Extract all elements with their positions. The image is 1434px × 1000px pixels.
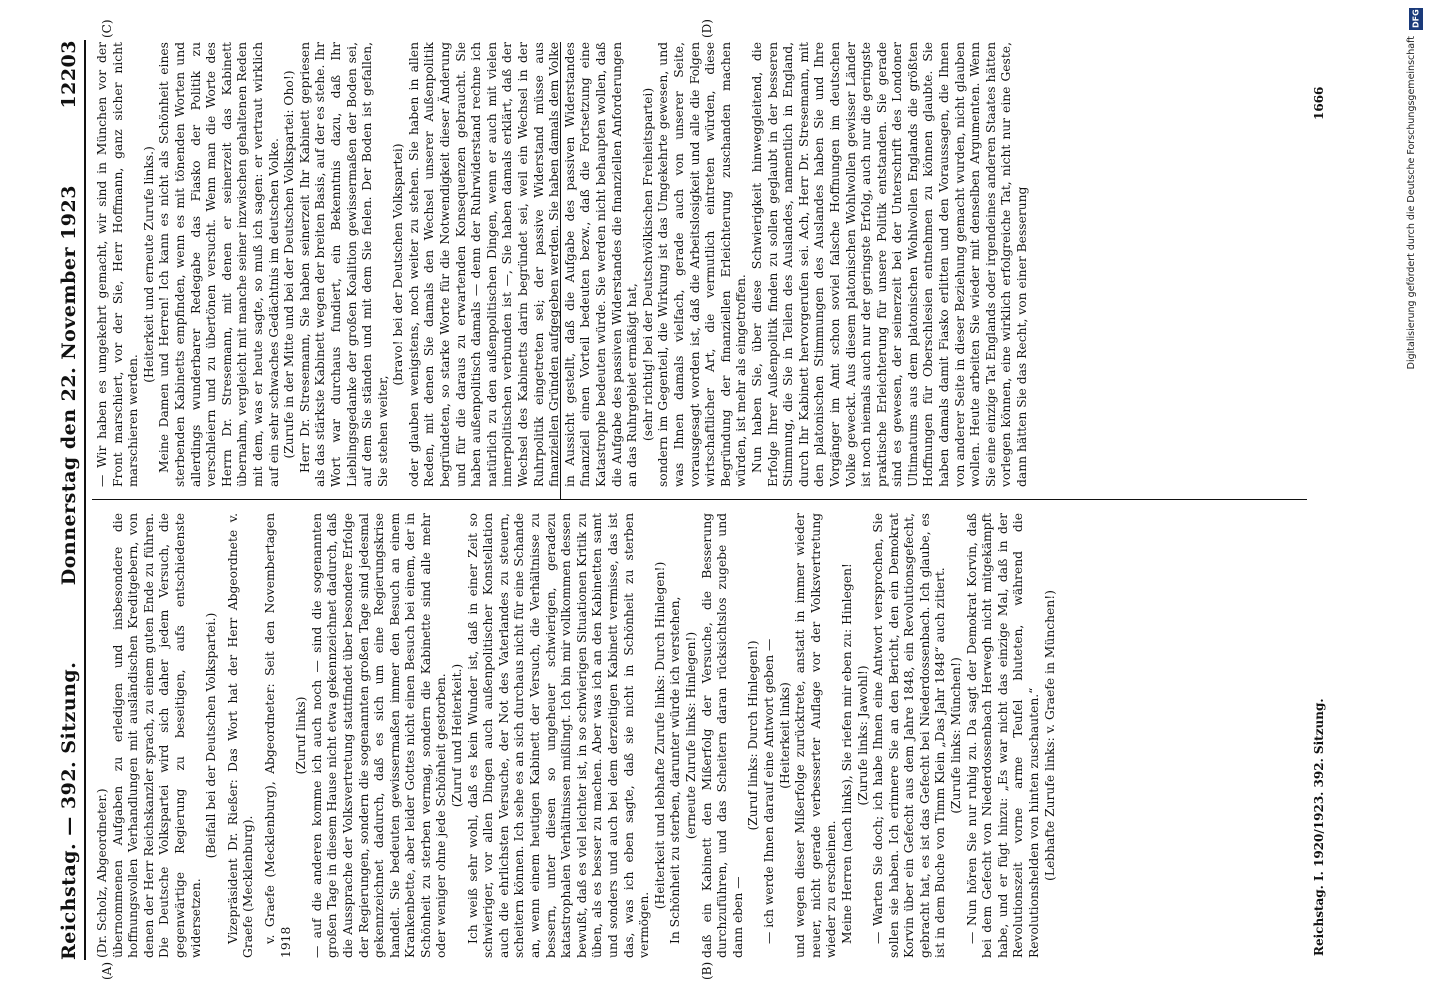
interjection: (Zurufe links: München!) [949, 657, 964, 814]
header-rule [84, 40, 86, 960]
margin-mark-a: (A) [100, 961, 114, 980]
header-page-number: 12203 [58, 40, 80, 109]
footer-page-code: 1666 [1312, 86, 1326, 120]
interjection: (Zurufe links: Jawohl!) [855, 665, 870, 806]
interjection: (Heiterkeit und lebhafte Zurufe links: Durch Hinlegen!) [652, 561, 667, 910]
interjection: (bravo! bei der Deutschen Volkspartei) [391, 143, 406, 386]
paragraph: und wegen dieser Mißerfolge zurücktrete, anstatt in immer wieder neuer, nicht gerade verbesserter Auflage vor der Volksvertretung wieder zu erscheinen. [793, 513, 839, 958]
interjection: (Zurufe in der Mitte und bei der Deutschen Volkspartei: Oho!) [282, 70, 297, 459]
interjection: (Beifall bei der Deutschen Volkspartei.) [204, 612, 219, 859]
paragraph: — auf die anderen komme ich auch noch — sind die sogenannten großen Tage in diesem Hause nicht etwa gekennzeichnet dadurch, daß die Aussprache der Volksvertretung stattfindet über besondere Erfolge der Regierungen, sondern die sogenannten großen Tage sind jedesmal gekennzeichnet dadurch, daß es sich um eine Regierungskrise handelt. Sie bedeuten gewissermaßen immer den Besuch an einem Krankenbette, aber leider Gottes nicht einen Besuch bei einem, der in Schönheit zu sterben vermag, sondern die Kabinette sind alle mehr oder weniger ohne jede Schönheit gestorben. [309, 513, 449, 958]
paragraph: Nun haben Sie, über diese Schwierigkeit hinweggleitend, die Erfolge Ihrer Außenpolitik finden zu sollen geglaubt in der besseren Stimmung, die Sie in Teilen des Auslandes, namentlich in England, durch Ihr Kabinett hervorgerufen sei. Ach, Herr Dr. Stresemann, mit den platonischen Stimmungen des Auslandes haben Sie und Ihre Vorgänger im Amt schon soviel falsche Hoffnungen im deutschen Volke geweckt. Aus diesem platonischen Wohlwollen gewisser Länder ist noch niemals auch nur der geringste Erfolg, auch nur die geringste praktische Erleichterung für unsere Politik entstanden. Sie gerade sind es gewesen, der seinerzeit bei der Unterschrift des Londoner Ultimatums aus dem platonischen Wohlwollen Englands die größten Hoffnungen für Oberschlesien entnehmen zu können glaubte. Sie haben damals damit Fiasko erlitten und den Voraussagen, die Ihnen von anderer Seite in dieser Beziehung gemacht wurden, nicht glauben wollen. Heute arbeiten Sie wieder mit denselben Argumenten. Wenn Sie eine einzige Tat Englands oder irgendeines anderen Staates hätten vorlegen können, eine wirklich erfolgreiche Tat, nicht nur eine Geste, dann hätten Sie das Recht, von einer Besserung [749, 42, 1030, 487]
paragraph: Ich weiß sehr wohl, daß es kein Wunder ist, daß in einer Zeit so schwieriger, vor allen Dingen auch außenpolitischer Konstellation auch die ehrlichsten Versuche, der Not des Vaterlandes zu steuern, scheitern können. Ich sehe es an sich durchaus nicht für eine Schande an, wenn einem heutigen Kabinett der Versuch, die Verhältnisse zu bessern, unter diesen so ungeheuer schwierigen, geradezu katastrophalen Verhältnissen mißlingt. Ich bin mir vollkommen dessen bewußt, daß es viel leichter ist, in so schwierigen Situationen Kritik zu üben, als es besser zu machen. Aber was ich an den Kabinetten samt und sonders und auch bei dem derzeitigen Kabinett vermisse, das ist das, was ich eben sagte, daß sie nicht in Schönheit zu sterben vermögen. [465, 513, 652, 958]
paragraph: — Nun hören Sie nur ruhig zu. Da sagt der Demokrat Korvin, daß bei dem Gefecht von Niederdossenbach Herwegh nicht mitgekämpft habe, und er fügt hinzu: „Es war nicht das einzige Mal, daß in der Revolutionszeit vorne arme Teufel bluteten, während die Revolutionshelden von hinten zuschauten.“ [964, 513, 1042, 958]
interjection: (Zuruf links) [294, 696, 309, 775]
interjection: (erneute Zurufe links: Hinlegen!) [683, 631, 698, 840]
paragraph: sondern im Gegenteil, die Wirkung ist das Umgekehrte gewesen, und was Ihnen damals vielfach, gerade auch von unserer Seite, vorausgesagt worden ist, daß die Arbeitslosigkeit und alle die Folgen wirtschaftlicher Art, die vermutlich eintreten würden, diese Begründung der finanziellen Erleichterung zuschanden machen würden, ist mehr als eingetroffen. [656, 42, 749, 487]
funding-note [1404, 0, 1428, 1000]
interjection: (Lebhafte Zurufe links: v. Graefe in München!) [1042, 590, 1057, 881]
interjection: (sehr richtig! bei der Deutschvölkischen Freiheitspartei) [640, 87, 655, 442]
interjection: (Heiterkeit links) [777, 682, 792, 789]
paragraph: daß ein Kabinett den Mißerfolg der Versuche, die Besserung durchzuführen, und das Scheitern daran rücksichtslos zugebe und dann eben — [699, 513, 745, 958]
left-column [95, 513, 1305, 958]
margin-mark-d: (D) [700, 19, 714, 38]
header-date: Donnerstag den 22. November 1923 [58, 185, 80, 586]
column-divider [92, 499, 1307, 500]
margin-mark-c: (C) [100, 19, 114, 38]
paragraph: — Wir haben es umgekehrt gemacht, wir sind in München vor der Front marschiert, vor der Sie, Herr Hoffmann, ganz sicher nicht marschieren werden. [95, 42, 141, 487]
speaker-heading: v. Graefe (Mecklenburg), Abgeordneter: Seit den Novembertagen 1918 [262, 513, 293, 958]
dfg-logo: DFG [1409, 8, 1423, 30]
footer-reference: Reichstag. I. 1920/1923. 392. Sitzung. [1312, 698, 1326, 956]
paragraph: Meine Herren (nach links), Sie riefen mir eben zu: Hinlegen! [839, 563, 854, 944]
paragraph: Vizepräsident Dr. Rießer: Das Wort hat der Herr Abgeordnete v. Graefe (Mecklenburg). [225, 513, 256, 958]
paragraph: Meine Damen und Herren! Ich kann es nicht als Schönheit eines sterbenden Kabinetts empfinden, wenn es mit tönenden Worten und allerdings wunderbarer Redegabe das Fiasko der Politik zu verschleiern und zu übertönen versucht. Wenn man die Worte des Herrn Dr. Stresemann, mit denen er seinerzeit das Kabinett übernahm, vergleicht mit manche seiner inzwischen gehaltenen Reden mit dem, was er heute sagte, so muß ich sagen: er vertraut wirklich auf ein sehr schwaches Gedächtnis im deutschen Volke. [157, 42, 281, 487]
paragraph: In Schönheit zu sterben, darunter würde ich verstehen, [668, 596, 683, 944]
interjection: (Heiterkeit und erneute Zurufe links.) [141, 146, 156, 383]
paragraph: — ich werde Ihnen darauf eine Antwort geben — [761, 638, 776, 944]
interjection: (Zuruf links: Durch Hinlegen!) [746, 640, 761, 831]
right-column [95, 42, 1305, 487]
speaker-note: (Dr. Scholz, Abgeordneter.) [95, 788, 109, 958]
paragraph: übernommenen Aufgaben zu erledigen und insbesondere die hoffnungsvollen Verhandlungen mit ausländischen Kreditgebern, von denen der Herr Reichskanzler sprach, zu einem guten Ende zu führen. Die Deutsche Volkspartei wird sich daher jedem Versuch, die gegenwärtige Regierung zu beseitigen, aufs entschiedenste widersetzen. [110, 513, 203, 958]
margin-mark-b: (B) [700, 961, 714, 980]
funding-text: Digitalisierung gefördert durch die Deutsche Forschungsgemeinschaft [1406, 36, 1417, 370]
page-header [50, 40, 80, 960]
header-session: Reichstag. — 392. Sitzung. [58, 661, 80, 960]
paragraph: oder glauben wenigstens, noch weiter zu stehen. Sie haben in allen Reden, mit denen Sie damals den Wechsel unserer Außenpolitik begründeten, so starke Worte für die Notwendigkeit dieser Änderung und für die daraus zu erwartenden Konsequenzen gebraucht. Sie haben außenpolitisch damals — denn der Ruhrwiderstand rechne ich natürlich zu den außenpolitischen Dingen, wenn er auch mit vielen innerpolitischen verbunden ist —, Sie haben damals erklärt, daß der Wechsel des Kabinetts darin begründet sei, weil ein Wechsel in der Ruhrpolitik eingetreten sei; der passive Widerstand müsse aus finanziellen Gründen aufgegeben werden. Sie haben damals dem Volke in Aussicht gestellt, daß die Aufgabe des passiven Widerstandes finanziell einen Vorteil bedeuten bezw., daß die Fortsetzung eine Katastrophe bedeuten würde. Sie werden nicht behaupten wollen, daß die Aufgabe des passiven Widerstandes die finanziellen Anforderungen an das Ruhrgebiet ermäßigt hat, [406, 42, 640, 487]
interjection: (Zuruf und Heiterkeit.) [450, 663, 465, 808]
paragraph: — Warten Sie doch; ich habe Ihnen eine Antwort versprochen, Sie sollen sie haben. Ich erinnere Sie an den Bericht, den ein Demokrat Korvin über ein Gefecht aus dem Jahre 1848, ein Revolutionsgefecht, gebracht hat, es ist das Gefecht bei Niederdossenbach. Ich glaube, es ist in dem Buche von Timm Klein „Das Jahr 1848“ auch zitiert. [871, 513, 948, 958]
paragraph: Herr Dr. Stresemann, Sie haben seinerzeit Ihr Kabinett gepriesen als das stärkste Kabinett wegen der breiten Basis, auf der es stehe. Ihr Wort war durchaus fundiert, ein Bekenntnis dazu, daß Ihr Lieblingsgedanke der großen Koalition gewissermaßen der Boden sei, auf dem Sie ständen und mit dem Sie fielen. Der Boden ist gefallen, Sie stehen weiter, [297, 42, 390, 487]
